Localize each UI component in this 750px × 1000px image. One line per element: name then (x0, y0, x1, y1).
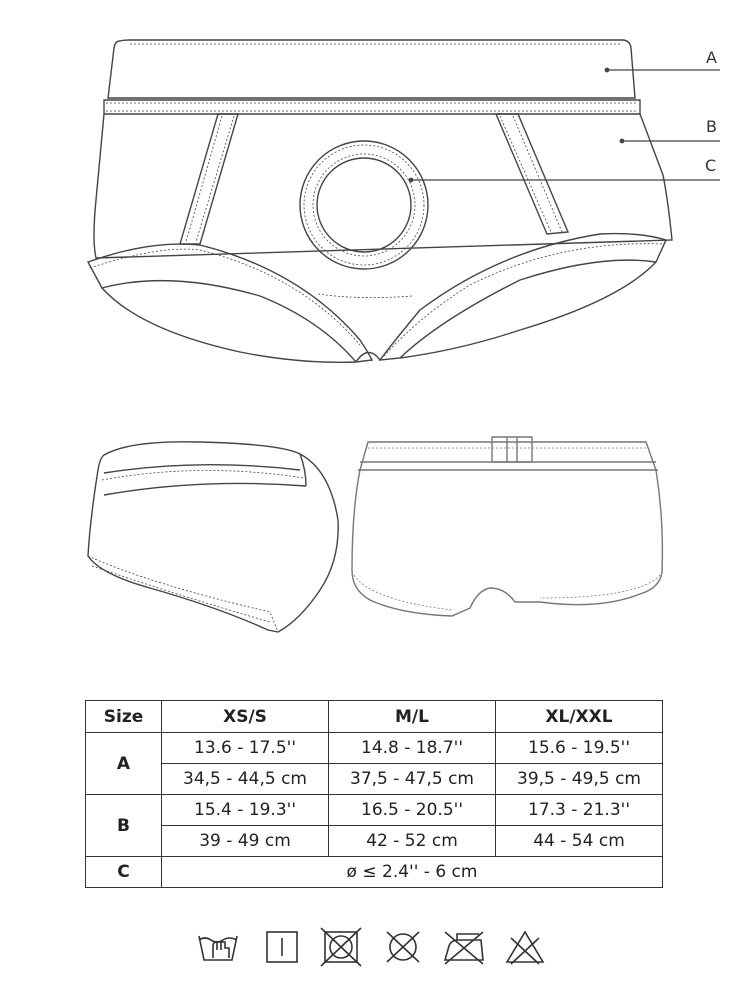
table-row (86, 733, 663, 764)
do-not-bleach-icon (507, 932, 543, 964)
table-row (86, 826, 663, 857)
care-icons (195, 924, 555, 970)
row-label-a: A (86, 733, 162, 795)
header-xl-xxl: XL/XXL (496, 701, 663, 733)
table-row (86, 857, 663, 888)
callout-label-a: A (706, 48, 717, 67)
table-cell: 13.6 - 17.5'' (162, 733, 329, 764)
line-dry-icon (267, 932, 297, 962)
do-not-dry-clean-icon (387, 932, 419, 962)
callout-label-b: B (706, 117, 717, 136)
back-view-body (352, 442, 662, 616)
table-cell: 17.3 - 21.3'' (496, 795, 663, 826)
table-cell: 14.8 - 18.7'' (329, 733, 496, 764)
size-chart-table (85, 700, 663, 888)
table-row (86, 795, 663, 826)
table-cell: 15.4 - 19.3'' (162, 795, 329, 826)
table-cell: 44 - 54 cm (496, 826, 663, 857)
hand-wash-icon (199, 936, 237, 960)
table-cell: 39,5 - 49,5 cm (496, 764, 663, 795)
header-size: Size (86, 701, 162, 733)
table-header-row (86, 701, 663, 733)
table-cell: 34,5 - 44,5 cm (162, 764, 329, 795)
callout-label-c: C (705, 156, 717, 175)
table-cell: 39 - 49 cm (162, 826, 329, 857)
table-cell: ø ≤ 2.4'' - 6 cm (162, 857, 663, 888)
row-label-c: C (86, 857, 162, 888)
table-cell: 37,5 - 47,5 cm (329, 764, 496, 795)
do-not-tumble-dry-icon (321, 928, 361, 966)
header-xs-s: XS/S (162, 701, 329, 733)
header-m-l: M/L (329, 701, 496, 733)
table-cell: 42 - 52 cm (329, 826, 496, 857)
table-row (86, 764, 663, 795)
table-cell: 16.5 - 20.5'' (329, 795, 496, 826)
row-label-b: B (86, 795, 162, 857)
front-waistband (108, 40, 635, 98)
table-cell: 15.6 - 19.5'' (496, 733, 663, 764)
do-not-iron-icon (445, 932, 483, 964)
